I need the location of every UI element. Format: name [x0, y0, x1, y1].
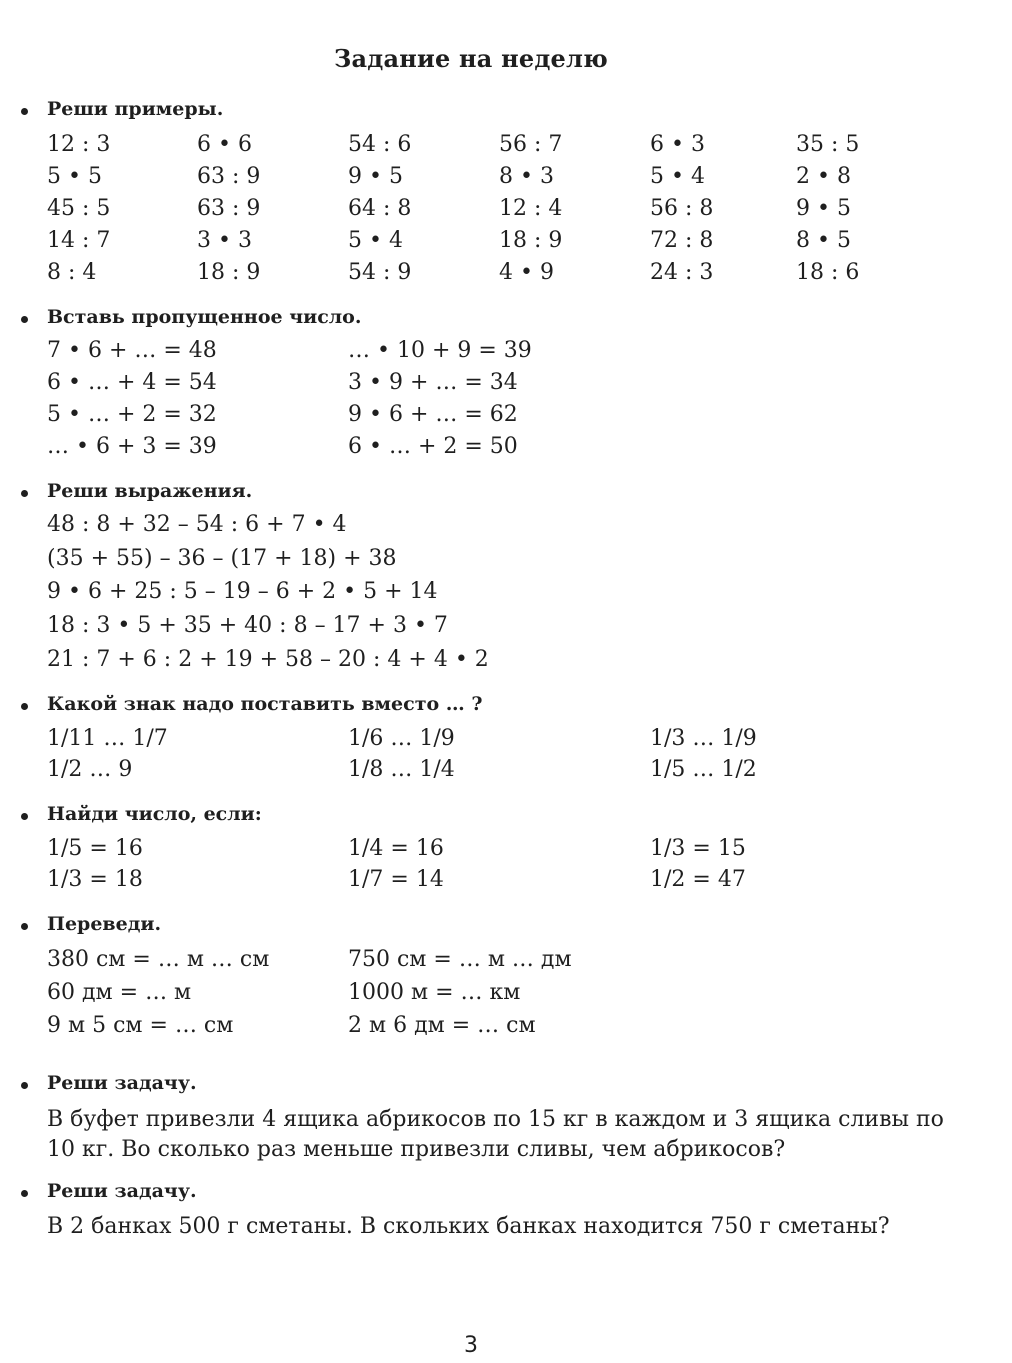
- conversion-cell: 750 см = … м … дм: [348, 947, 572, 972]
- section-heading: Переведи.: [47, 913, 162, 935]
- example-cell: 45 : 5: [47, 196, 111, 221]
- fraction-cell: 1/3 = 18: [47, 867, 143, 892]
- expression-line: (35 + 55) – 36 – (17 + 18) + 38: [47, 546, 397, 571]
- comparison-cell: 1/11 … 1/7: [47, 726, 168, 751]
- conversion-cell: 1000 м = … км: [348, 980, 521, 1005]
- example-cell: 35 : 5: [796, 132, 860, 157]
- example-cell: 3 • 3: [197, 228, 252, 253]
- example-cell: 4 • 9: [499, 260, 554, 285]
- section-heading: Реши примеры.: [47, 98, 224, 120]
- example-cell: 63 : 9: [197, 196, 261, 221]
- equation-cell: 6 • … + 4 = 54: [47, 370, 217, 395]
- equation-cell: 9 • 6 + … = 62: [348, 402, 518, 427]
- comparison-cell: 1/3 … 1/9: [650, 726, 757, 751]
- equation-cell: 7 • 6 + … = 48: [47, 338, 217, 363]
- equation-cell: … • 6 + 3 = 39: [47, 434, 217, 459]
- example-cell: 6 • 3: [650, 132, 705, 157]
- bullet-icon: [21, 490, 28, 497]
- fraction-cell: 1/7 = 14: [348, 867, 444, 892]
- conversion-cell: 60 дм = … м: [47, 980, 192, 1005]
- conversion-cell: 9 м 5 см = … см: [47, 1013, 234, 1038]
- example-cell: 8 : 4: [47, 260, 97, 285]
- example-cell: 18 : 9: [499, 228, 563, 253]
- page-title: Задание на неделю: [334, 44, 608, 73]
- example-cell: 9 • 5: [348, 164, 403, 189]
- example-cell: 5 • 4: [650, 164, 705, 189]
- bullet-icon: [21, 703, 28, 710]
- equation-cell: … • 10 + 9 = 39: [348, 338, 532, 363]
- conversion-cell: 380 см = … м … см: [47, 947, 270, 972]
- comparison-cell: 1/8 … 1/4: [348, 757, 455, 782]
- expression-line: 18 : 3 • 5 + 35 + 40 : 8 – 17 + 3 • 7: [47, 613, 448, 638]
- example-cell: 24 : 3: [650, 260, 714, 285]
- example-cell: 12 : 4: [499, 196, 563, 221]
- example-cell: 64 : 8: [348, 196, 412, 221]
- fraction-cell: 1/4 = 16: [348, 836, 444, 861]
- section-heading: Вставь пропущенное число.: [47, 306, 362, 328]
- example-cell: 6 • 6: [197, 132, 252, 157]
- comparison-cell: 1/6 … 1/9: [348, 726, 455, 751]
- example-cell: 56 : 8: [650, 196, 714, 221]
- expression-line: 48 : 8 + 32 – 54 : 6 + 7 • 4: [47, 512, 347, 537]
- equation-cell: 3 • 9 + … = 34: [348, 370, 518, 395]
- comparison-cell: 1/5 … 1/2: [650, 757, 757, 782]
- bullet-icon: [21, 923, 28, 930]
- example-cell: 63 : 9: [197, 164, 261, 189]
- example-cell: 2 • 8: [796, 164, 851, 189]
- expression-line: 9 • 6 + 25 : 5 – 19 – 6 + 2 • 5 + 14: [47, 579, 438, 604]
- example-cell: 8 • 5: [796, 228, 851, 253]
- bullet-icon: [21, 813, 28, 820]
- example-cell: 56 : 7: [499, 132, 563, 157]
- example-cell: 8 • 3: [499, 164, 554, 189]
- section-heading: Реши задачу.: [47, 1072, 197, 1094]
- comparison-cell: 1/2 … 9: [47, 757, 133, 782]
- bullet-icon: [21, 1082, 28, 1089]
- example-cell: 14 : 7: [47, 228, 111, 253]
- example-cell: 54 : 9: [348, 260, 412, 285]
- example-cell: 72 : 8: [650, 228, 714, 253]
- section-heading: Найди число, если:: [47, 803, 262, 825]
- page-number: 3: [464, 1333, 478, 1358]
- task-text: В 2 банках 500 г сметаны. В скольких банках находится 750 г сметаны?: [47, 1214, 890, 1239]
- example-cell: 12 : 3: [47, 132, 111, 157]
- conversion-cell: 2 м 6 дм = … см: [348, 1013, 536, 1038]
- fraction-cell: 1/2 = 47: [650, 867, 746, 892]
- example-cell: 18 : 9: [197, 260, 261, 285]
- equation-cell: 6 • … + 2 = 50: [348, 434, 518, 459]
- task-text: В буфет привезли 4 ящика абрикосов по 15 кг в каждом и 3 ящика сливы по 10 кг. Во сколько раз меньше привезли сливы, чем абрикосов?: [47, 1107, 944, 1162]
- fraction-cell: 1/3 = 15: [650, 836, 746, 861]
- example-cell: 54 : 6: [348, 132, 412, 157]
- example-cell: 9 • 5: [796, 196, 851, 221]
- expression-line: 21 : 7 + 6 : 2 + 19 + 58 – 20 : 4 + 4 • 2: [47, 647, 489, 672]
- bullet-icon: [21, 1190, 28, 1197]
- equation-cell: 5 • … + 2 = 32: [47, 402, 217, 427]
- section-heading: Реши задачу.: [47, 1180, 197, 1202]
- example-cell: 5 • 5: [47, 164, 102, 189]
- section-heading: Реши выражения.: [47, 480, 253, 502]
- example-cell: 18 : 6: [796, 260, 860, 285]
- bullet-icon: [21, 316, 28, 323]
- bullet-icon: [21, 108, 28, 115]
- fraction-cell: 1/5 = 16: [47, 836, 143, 861]
- section-heading: Какой знак надо поставить вместо … ?: [47, 693, 483, 715]
- example-cell: 5 • 4: [348, 228, 403, 253]
